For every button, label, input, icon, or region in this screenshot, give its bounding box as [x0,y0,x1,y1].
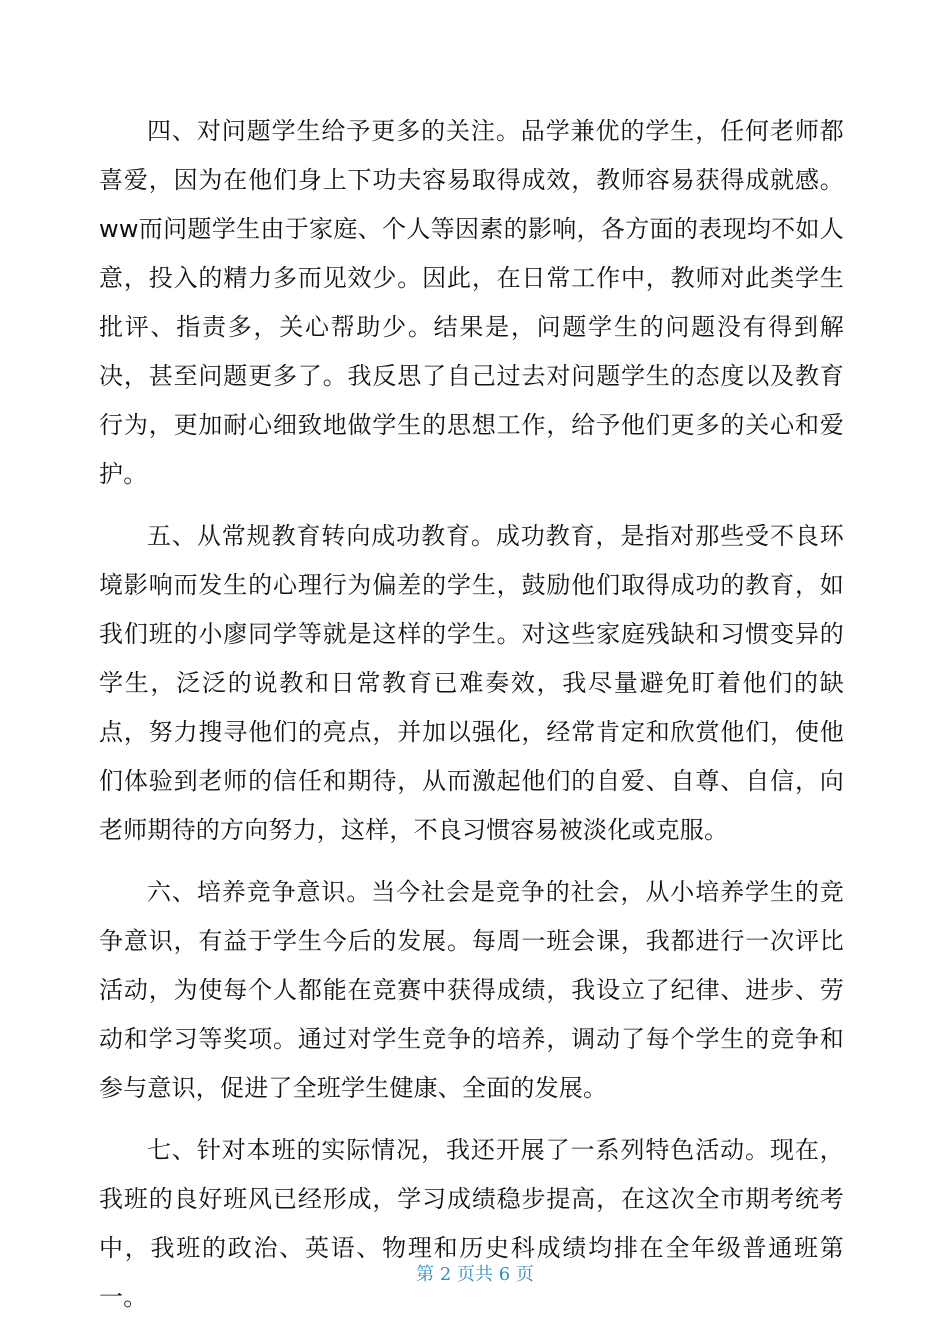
paragraph-4: 四、对问题学生给予更多的关注。品学兼优的学生，任何老师都喜爱，因为在他们身上下功夫容易取得成效，教师容易获得成就感。ww而问题学生由于家庭、个人等因素的影响，各方面的表现均不如人意，投入的精力多而见效少。因此，在日常工作中，教师对此类学生批评、指责多，关心帮助少。结果是，问题学生的问题没有得到解决，甚至问题更多了。我反思了自己过去对问题学生的态度以及教育行为，更加耐心细致地做学生的思想工作，给予他们更多的关心和爱护。 [99,117,844,488]
document-body [99,107,844,1335]
paragraph-7: 七、针对本班的实际情况，我还开展了一系列特色活动。现在，我班的良好班风已经形成，学习成绩稳步提高，在这次全市期考统考中，我班的政治、英语、物理和历史科成绩均排在全年级普通班第一。 [99,1136,844,1311]
paragraph-6: 六、培养竞争意识。当今社会是竞争的社会，从小培养学生的竞争意识，有益于学生今后的发展。每周一班会课，我都进行一次评比活动，为使每个人都能在竞赛中获得成绩，我设立了纪律、进步、劳动和学习等奖项。通过对学生竞争的培养，调动了每个学生的竞争和参与意识，促进了全班学生健康、全面的发展。 [99,878,844,1102]
page-number-footer: 第 2 页共 6 页 [416,1264,534,1285]
paragraph-5: 五、从常规教育转向成功教育。成功教育，是指对那些受不良环境影响而发生的心理行为偏差的学生，鼓励他们取得成功的教育，如我们班的小廖同学等就是这样的学生。对这些家庭残缺和习惯变异的学生，泛泛的说教和日常教育已难奏效，我尽量避免盯着他们的缺点，努力搜寻他们的亮点，并加以强化，经常肯定和欣赏他们，使他们体验到老师的信任和期待，从而激起他们的自爱、自尊、自信，向老师期待的方向努力，这样，不良习惯容易被淡化或克服。 [99,522,844,844]
